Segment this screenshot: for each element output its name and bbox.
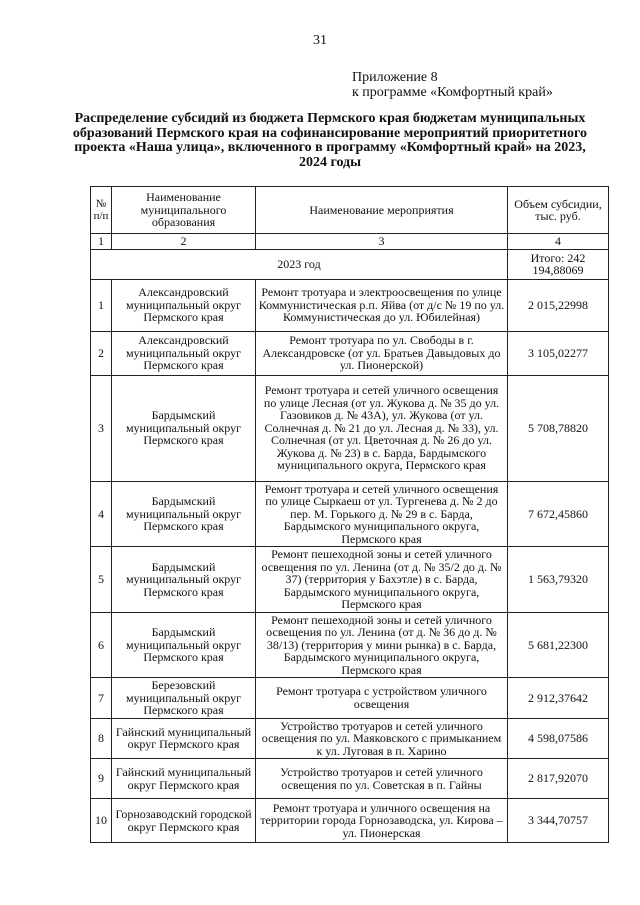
row-event: Устройство тротуаров и сетей уличного освещения по ул. Маяковского с примыканием к ул. Луговая в п. Харино [256,718,508,759]
row-event: Ремонт тротуара по ул. Свободы в г. Александровске (от ул. Братьев Давыдовых до ул. Пионерской) [256,331,508,375]
row-amount: 3 344,70757 [508,799,609,843]
row-amount: 1 563,79320 [508,547,609,613]
row-number: 7 [91,678,112,719]
col-number: 4 [508,234,609,250]
row-number: 2 [91,331,112,375]
row-amount: 2 015,22998 [508,279,609,331]
row-number: 4 [91,481,112,547]
table-row [91,279,609,331]
row-municipality: Александровский муниципальный округ Пермского края [112,279,256,331]
row-amount: 2 912,37642 [508,678,609,719]
row-amount: 5 708,78820 [508,375,609,481]
row-municipality: Александровский муниципальный округ Пермского края [112,331,256,375]
row-municipality: Бардымский муниципальный округ Пермского края [112,375,256,481]
table-row [91,547,609,613]
appendix-line-2: к программе «Комфортный край» [352,85,553,100]
row-municipality: Бардымский муниципальный округ Пермского края [112,612,256,678]
row-number: 3 [91,375,112,481]
table-row [91,481,609,547]
row-event: Ремонт тротуара и сетей уличного освещения по улице Лесная (от ул. Жукова д. № 35 до ул. Газовиков д. № 43А), ул. Жукова (от ул. Солнечная д. № 21 до ул. Лесная д. № 33), ул. Солнечная (от ул. Цветочная д. № 26 до ул. Жукова д. № 23) в с. Барда, Бардымского муниципального округа, Пермского края [256,375,508,481]
row-amount: 4 598,07586 [508,718,609,759]
col-number: 2 [112,234,256,250]
row-number: 9 [91,759,112,799]
row-number: 5 [91,547,112,613]
row-municipality: Гайнский муниципальный округ Пермского края [112,718,256,759]
row-event: Ремонт тротуара и уличного освещения на территории города Горнозаводска, ул. Кирова – ул. Пионерская [256,799,508,843]
year-label: 2023 год [91,249,508,279]
document-title: Распределение субсидий из бюджета Пермского края бюджетам муниципальных образований Пермского края на софинансирование мероприятий приоритетного проекта «Наша улица», включенного в программу «Комфортный край» на 2023, 2024 годы [72,111,588,170]
row-number: 10 [91,799,112,843]
row-amount: 3 105,02277 [508,331,609,375]
row-municipality: Березовский муниципальный округ Пермского края [112,678,256,719]
row-event: Ремонт пешеходной зоны и сетей уличного освещения по ул. Ленина (от д. № 36 до д. № 38/13) (территория у мини рынка) в с. Барда, Бардымского муниципального округа, Пермского края [256,612,508,678]
row-event: Ремонт тротуара с устройством уличного освещения [256,678,508,719]
column-number-row [91,234,609,250]
table-row [91,759,609,799]
table-row [91,718,609,759]
header-row [91,187,609,234]
col-number: 3 [256,234,508,250]
row-amount: 2 817,92070 [508,759,609,799]
header-amount: Объем субсидии, тыс. руб. [508,187,609,234]
row-number: 6 [91,612,112,678]
year-total: Итого: 242 194,88069 [508,249,609,279]
row-event: Устройство тротуаров и сетей уличного освещения по ул. Советская в п. Гайны [256,759,508,799]
row-event: Ремонт тротуара и электроосвещения по улице Коммунистическая р.п. Яйва (от д/с № 19 по ул. Коммунистическая до ул. Юбилейная) [256,279,508,331]
row-municipality: Гайнский муниципальный округ Пермского края [112,759,256,799]
row-amount: 5 681,22300 [508,612,609,678]
row-amount: 7 672,45860 [508,481,609,547]
appendix-header [352,70,553,100]
page-number: 31 [313,33,327,48]
row-number: 8 [91,718,112,759]
row-municipality: Бардымский муниципальный округ Пермского края [112,481,256,547]
year-row [91,249,609,279]
row-event: Ремонт пешеходной зоны и сетей уличного освещения по ул. Ленина (от д. № 35/2 до д. № 37) (территория у Бахэтле) в с. Барда, Бардымского муниципального округа, Пермского края [256,547,508,613]
table-row [91,612,609,678]
row-municipality: Горнозаводский городской округ Пермского края [112,799,256,843]
col-number: 1 [91,234,112,250]
header-event: Наименование мероприятия [256,187,508,234]
table-row [91,375,609,481]
row-number: 1 [91,279,112,331]
table-row [91,678,609,719]
table-row [91,799,609,843]
subsidy-table [90,186,609,843]
header-municipality: Наименование муниципального образования [112,187,256,234]
row-municipality: Бардымский муниципальный округ Пермского края [112,547,256,613]
appendix-line-1: Приложение 8 [352,70,438,85]
header-num: № п/п [91,187,112,234]
row-event: Ремонт тротуара и сетей уличного освещения по улице Сыркаеш от ул. Тургенева д. № 2 до пер. М. Горького д. № 29 в с. Барда, Бардымского муниципального округа, Пермского края [256,481,508,547]
table-row [91,331,609,375]
